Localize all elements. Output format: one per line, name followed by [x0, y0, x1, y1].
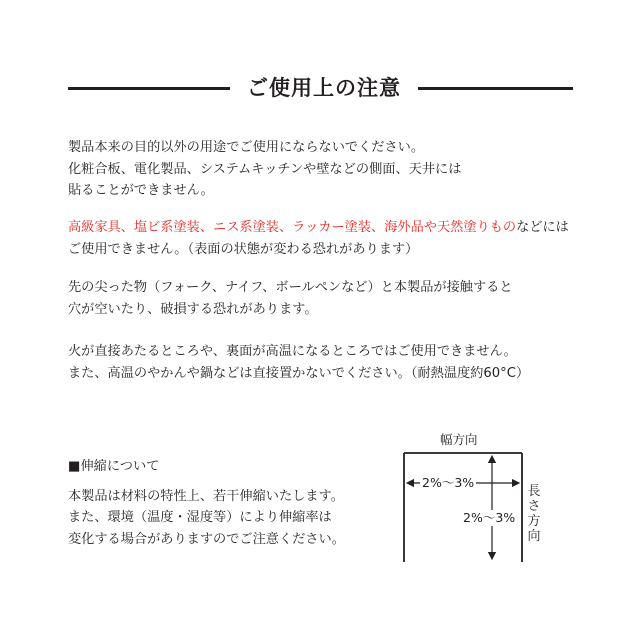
- stretch-line: 変化する場合がありますのでご注意ください。: [68, 531, 345, 547]
- notice-line: 穴が空いたり、破損する恐れがあります。: [68, 301, 318, 317]
- notice-line: 先の尖った物（フォーク、ナイフ、ボールペンなど）と本製品が接触すると: [68, 280, 513, 295]
- vertical-rate-label: 2%〜3%: [463, 510, 516, 525]
- warning-highlight: 高級家具、塩ビ系塗装、ニス系塗装、ラッカー塗装、海外品や天然塗りもの: [68, 220, 517, 235]
- notice-line: ご使用できません。（表面の状態が変わる恐れがあります）: [68, 241, 419, 257]
- length-label-char: 方: [527, 514, 541, 529]
- title-rule-left: [68, 87, 230, 90]
- notice-paragraph-4: [68, 341, 628, 384]
- title-row: [0, 70, 640, 106]
- notice-paragraph-2: [68, 217, 628, 260]
- sheet-outline: [404, 453, 522, 562]
- page-title: ご使用上の注意: [247, 76, 401, 100]
- notice-line-rest: などには: [516, 220, 569, 235]
- notice-line: 化粧合板、電化製品、システムキッチンや壁などの側面、天井には: [68, 161, 462, 177]
- notice-line: [68, 217, 628, 239]
- notice-paragraph-3: [68, 277, 628, 320]
- title-rule-right: [418, 87, 573, 90]
- length-label-char: 長: [527, 484, 541, 499]
- length-label-char: さ: [527, 499, 541, 514]
- length-label-char: 向: [527, 529, 541, 544]
- width-direction-label: 幅方向: [440, 432, 478, 447]
- stretch-diagram: [400, 428, 550, 568]
- stretch-heading: ■伸縮について: [68, 459, 160, 474]
- notice-line: 貼ることができません。: [68, 183, 214, 198]
- notice-line: 火が直接あたるところや、裏面が高温になるところではご使用できません。: [68, 344, 517, 359]
- notice-line: 製品本来の目的以外の用途でご使用にならないでください。: [68, 140, 425, 155]
- length-direction-label: [527, 484, 541, 544]
- notice-line: また、高温のやかんや鍋などは直接置かないでください。（耐熱温度約60°C）: [68, 365, 530, 381]
- notice-paragraph-1: [68, 137, 628, 202]
- stretch-line: 本製品は材料の特性上、若干伸縮いたします。: [68, 488, 344, 504]
- stretch-line: また、環境（温度・湿度等）により伸縮率は: [68, 510, 332, 525]
- horizontal-rate-label: 2%〜3%: [422, 475, 475, 490]
